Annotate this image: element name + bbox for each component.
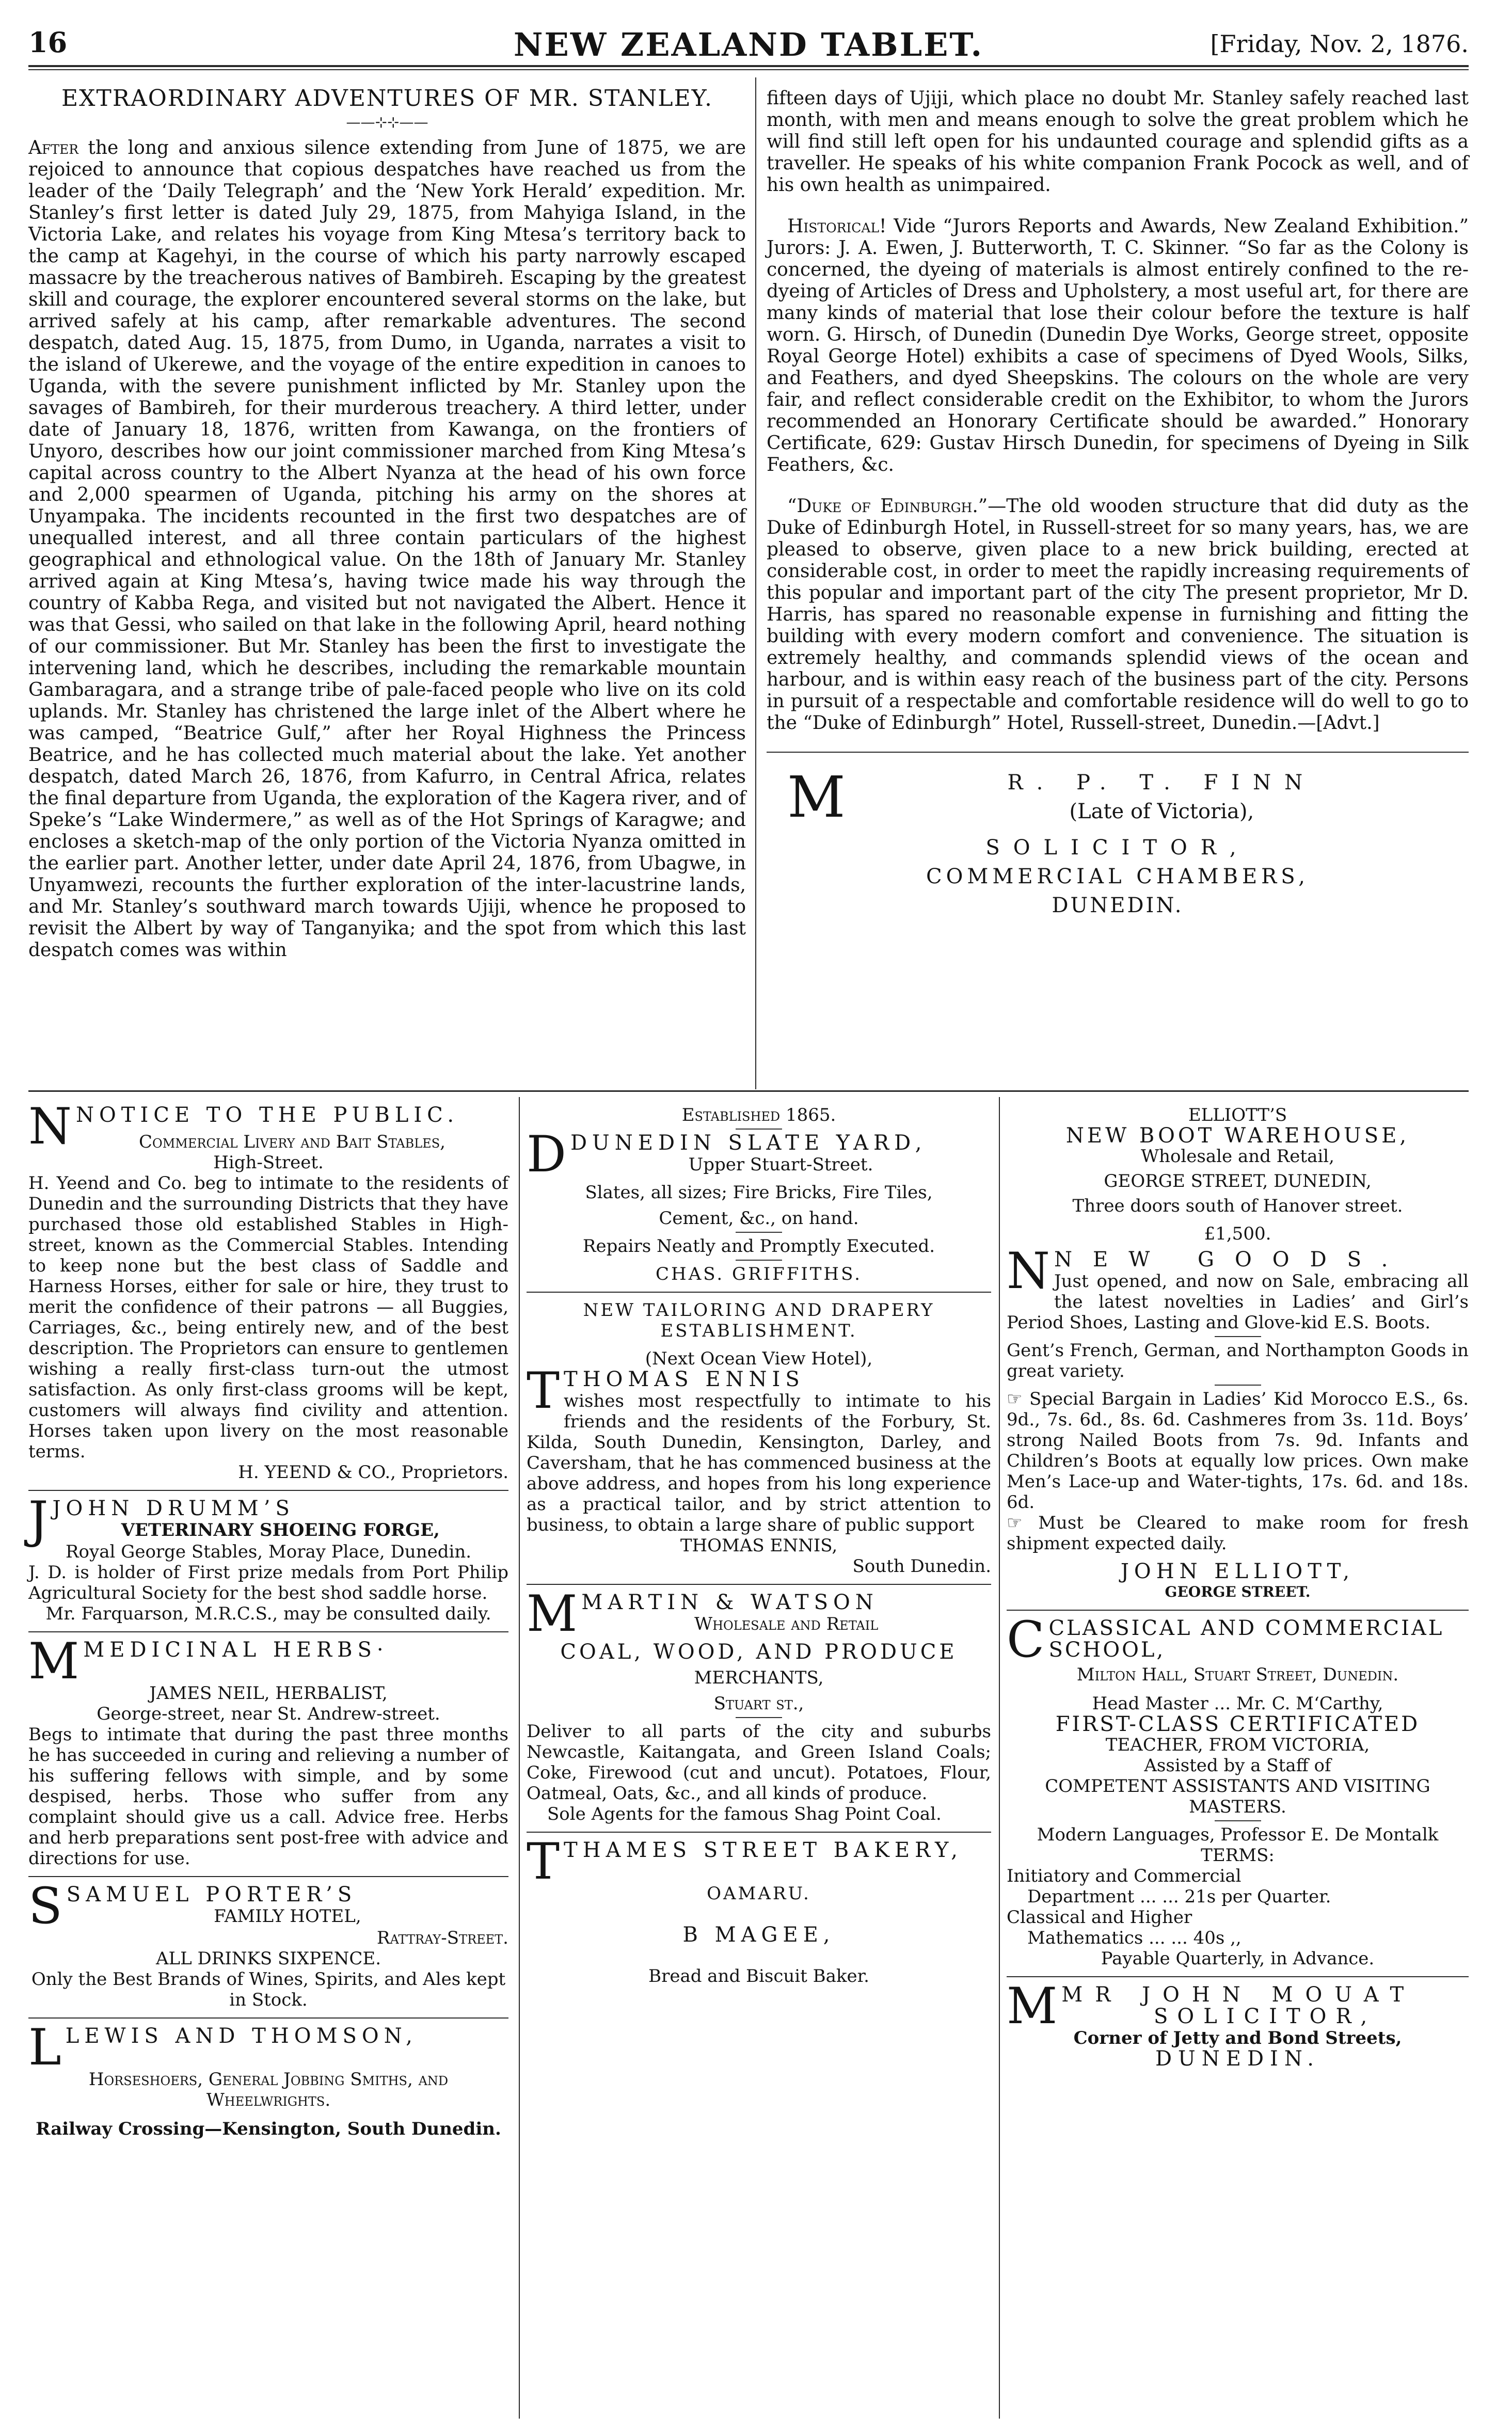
porter-line1: ALL DRINKS SIXPENCE. [155, 1948, 381, 1969]
school-advert [1007, 1611, 1469, 1969]
notice-sign: H. YEEND & CO., Proprietors. [238, 1462, 508, 1483]
ads-column-1 [28, 1098, 508, 2139]
school-teacher: TEACHER, FROM VICTORIA, [1105, 1735, 1370, 1755]
header-rule-thin [28, 69, 1469, 70]
notice-initial: N [28, 1098, 72, 1155]
notice-advert [28, 1098, 508, 1483]
mouat-addr: Corner of Jetty and Bond Streets, [1073, 2028, 1402, 2048]
ads-column-3 [1007, 1105, 1469, 2069]
slate-addr: Upper Stuart-Street. [688, 1154, 873, 1175]
notice-title: NOTICE TO THE PUBLIC. [76, 1103, 459, 1127]
elliott-sign2: GEORGE STREET. [1165, 1583, 1311, 1600]
stanley-lead: After [28, 137, 79, 158]
slate-l3: Repairs Neatly and Promptly Executed. [582, 1236, 935, 1257]
tailoring-sign2: South Dunedin. [852, 1556, 991, 1577]
elliott-advert [1007, 1105, 1469, 1602]
ornament-divider: ——⊹⊹—— [346, 114, 428, 131]
tailoring-sign: THOMAS ENNIS, [680, 1535, 838, 1556]
duke-lead: “Duke of Edinburgh.” [787, 496, 988, 517]
issue-date: [Friday, Nov. 2, 1876. [1210, 30, 1469, 58]
martin-agents: Sole Agents for the famous Shag Point Coal. [547, 1804, 942, 1824]
school-terms: TERMS: [1201, 1845, 1275, 1866]
porter-street: Rattray-Street. [376, 1928, 508, 1948]
martin-street: Stuart st., [713, 1693, 804, 1714]
finn-rule [767, 752, 1469, 753]
thames-town: OAMARU. [707, 1883, 811, 1904]
martin-title: MARTIN & WATSON [581, 1591, 879, 1614]
school-cert: FIRST-CLASS CERTIFICATED [1055, 1712, 1420, 1736]
elliott-p1: Just opened, and now on Sale, embracing all the latest novelties in Ladies’ and Girl’s Period Shoes, Lasting and Glove-kid E.S. Boots. [1007, 1271, 1469, 1333]
school-title: CLASSICAL AND COMMERCIAL SCHOOL, [1048, 1616, 1444, 1662]
slate-sign: CHAS. GRIFFITHS. [656, 1264, 862, 1284]
mouat-role: SOLICITOR, [1154, 2005, 1377, 2028]
porter-initial: S [28, 1877, 62, 1935]
elliott-title: ELLIOTT’S [1188, 1105, 1287, 1125]
herbs-initial: M [28, 1632, 79, 1690]
notice-sub: Commercial Livery and Bait Stables, [139, 1132, 445, 1152]
elliott-sign: JOHN ELLIOTT, [1120, 1560, 1355, 1583]
duke-body: —The old wooden structure that did duty as the Duke of Edinburgh Hotel, in Russell-street for so many years, has, we are pleased to observe, given place to a new brick building, erected at considerable cost, in order to meet the rapidly increasing requirements of this popular and important part of the city The present proprietor, Mr D. Harris, has spared no reasonable expense in furnishing and fitting the building with every modern comfort and convenience. The situation is extremely healthy, and commands splendid views of the ocean and harbour, and is within easy reach of the business part of the city. Persons in pursuit of a respectable and comfortable residence will do well to go to the “Duke of Edinburgh” Hotel, Russell-street, Dunedin.—[Advt.] [767, 496, 1469, 734]
finn-initial: M [787, 764, 846, 830]
mouat-initial: M [1007, 1977, 1058, 2035]
slate-est: Established 1865. [681, 1105, 836, 1125]
historical-item [767, 216, 1469, 476]
finn-name: R. P. T. FINN [1007, 771, 1316, 795]
herbs-addr: George-street, near St. Andrew-street. [97, 1704, 440, 1724]
pointing-hand-icon: ☞ [1007, 1389, 1023, 1409]
elliott-street: GEORGE STREET, DUNEDIN, [1104, 1171, 1372, 1191]
porter-line2: Only the Best Brands of Wines, Spirits, and Ales kept in Stock. [31, 1969, 506, 2010]
mouat-title: MR JOHN MOUAT [1061, 1983, 1416, 2007]
tailoring-body: wishes most respectfully to intimate to his friends and the residents of the Forbury, St. Kilda, South Dunedin, Kensington, Darley, and Caversham, that he has commenced business at the above address, and hopes from his long experience as a practical tailor, and by strict attention to business, to obtain a large share of public support [527, 1391, 991, 1535]
elliott-p4 [1007, 1513, 1469, 1554]
school-initial: C [1007, 1611, 1045, 1669]
finn-role: SOLICITOR, [985, 836, 1250, 860]
elliott-p3-text: Special Bargain in Ladies’ Kid Morocco E.S., 6s. 9d., 7s. 6d., 8s. 6d. Cashmeres from 3s. 11d. Boys’ strong Nailed Boots from 7s. 9d. Infants and Children’s Boots at equally low prices. Own make Men’s Lace-up and Water-tights, 17s. 6d. and 18s. 6d. [1007, 1389, 1469, 1513]
drumm-advert [28, 1491, 508, 1624]
martin-advert [527, 1585, 991, 1824]
elliott-sub2: Wholesale and Retail, [1141, 1146, 1334, 1167]
page-number: 16 [28, 26, 68, 59]
mouat-city: DUNEDIN. [1155, 2047, 1320, 2071]
right-column [767, 88, 1469, 920]
herbs-advert [28, 1632, 508, 1869]
ad-rule [28, 1490, 508, 1491]
drumm-body: J. D. is holder of First prize medals from Port Philip Agricultural Society for the best shod saddle horse. [28, 1562, 508, 1603]
martin-initial: M [527, 1585, 578, 1643]
school-t1b: Department ... ... 21s per Quarter. [1027, 1886, 1331, 1907]
herbs-title: MEDICINAL HERBS· [83, 1638, 389, 1662]
drumm-note: Mr. Farquarson, M.R.C.S., may be consulted daily. [45, 1603, 491, 1624]
tailoring-sub: (Next Ocean View Hotel), [645, 1348, 873, 1369]
lewis-initial: L [28, 2019, 61, 2076]
ad-rule [527, 1832, 991, 1833]
tailoring-title: NEW TAILORING AND DRAPERY ESTABLISHMENT. [583, 1300, 935, 1341]
header-rule [28, 65, 1469, 67]
slate-advert [527, 1105, 991, 1284]
thames-initial: T [527, 1833, 560, 1890]
elliott-sub: NEW BOOT WAREHOUSE, [1065, 1124, 1410, 1148]
school-lang: Modern Languages, Professor E. De Montalk [1037, 1824, 1439, 1845]
elliott-p2: Gent’s French, German, and Northampton Goods in great variety. [1007, 1340, 1469, 1381]
historical-body: Vide “Jurors Reports and Awards, New Zealand Exhibition.” Jurors: J. A. Ewen, J. Butterworth, T. C. Skinner. “So far as the Colony is concerned, the dyeing of materials is almost entirely confined to the re-dyeing of Articles of Dress and Upholstery, a most useful art, for there are many kinds of material that lose their colour before the texture is half worn. G. Hirsch, of Dunedin (Dunedin Dye Works, George street, opposite Royal George Hotel) exhibits a case of specimens of Dyed Wools, Silks, and Feathers, and dyed Sheepskins. The colours on the whole are very fair, and reflect considerable credit on the Exhibitor, to whom the Jurors recommended an Honorary Certificate should be awarded.” Honorary Certificate, 629: Gustav Hirsch Dunedin, for specimens of Dyeing in Silk Feathers, &c. [767, 216, 1469, 475]
lewis-title: LEWIS AND THOMSON, [65, 2024, 418, 2048]
porter-sub: FAMILY HOTEL, [214, 1906, 361, 1927]
elliott-price: £1,500. [1204, 1224, 1271, 1244]
school-t2: Classical and Higher [1007, 1907, 1192, 1928]
stanley-article [28, 85, 746, 961]
ads-column-2 [527, 1105, 991, 1987]
porter-title: SAMUEL PORTER’S [66, 1883, 357, 1906]
ad-rule [1007, 1976, 1469, 1977]
ads-col-rule-2 [999, 1097, 1000, 2419]
tailoring-initial: T [527, 1362, 560, 1420]
school-assist: Assisted by a Staff of [1144, 1755, 1331, 1776]
tailoring-name: THOMAS ENNIS [564, 1368, 805, 1391]
ad-rule [1007, 1610, 1469, 1611]
ad-rule [28, 2017, 508, 2019]
elliott-goods: NEW GOODS. [1054, 1248, 1409, 1272]
ad-rule [28, 1631, 508, 1632]
lewis-sub: Horseshoers, General Jobbing Smiths, and Wheelwrights. [88, 2069, 449, 2110]
porter-advert [28, 1877, 508, 2010]
ad-rule [527, 1292, 991, 1293]
thames-advert [527, 1833, 991, 1987]
slate-l1: Slates, all sizes; Fire Bricks, Fire Tiles, [585, 1182, 933, 1203]
drumm-initial: J [28, 1491, 49, 1549]
herbs-name: JAMES NEIL, HERBALIST, [149, 1683, 388, 1704]
stanley-continuation: fifteen days of Ujiji, which place no doubt Mr. Stanley safely reached last month, with men and means enough to solve the great problem which he will find still left open for his undaunted courage and splendid gifts as a traveller. He speaks of his white companion Frank Pocock as well, and of his own health as unimpaired. [767, 88, 1469, 196]
finn-sub: (Late of Victoria), [1069, 800, 1254, 823]
herbs-body: Begs to intimate that during the past three months he has succeeded in curing and relieving a number of his suffering fellows with simple, and by some despised, herbs. Those who suffer from any complaint should give us a call. Advice free. Herbs and herb preparations sent post-free with advice and directions for use. [28, 1724, 508, 1869]
elliott-p4-text: Must be Cleared to make room for fresh shipment expected daily. [1007, 1513, 1469, 1554]
duke-item [767, 496, 1469, 734]
mouat-advert [1007, 1977, 1469, 2071]
notice-street: High-Street. [213, 1152, 324, 1173]
drumm-addr: Royal George Stables, Moray Place, Dunedin. [65, 1542, 472, 1562]
school-head: Head Master ... Mr. C. M‘Carthy, [1092, 1693, 1383, 1714]
elliott-p3 [1007, 1389, 1469, 1513]
finn-city: DUNEDIN. [1052, 894, 1184, 917]
thames-trade: Bread and Biscuit Baker. [648, 1966, 869, 1987]
school-comp: COMPETENT ASSISTANTS AND VISITING MASTERS. [1045, 1776, 1430, 1817]
finn-address: COMMERCIAL CHAMBERS, [926, 865, 1309, 888]
ads-col-rule-1 [519, 1097, 520, 2419]
thames-name: B MAGEE, [682, 1923, 835, 1947]
ad-rule [28, 1876, 508, 1877]
drumm-title: JOHN DRUMM’S [52, 1497, 295, 1520]
stanley-headline: EXTRAORDINARY ADVENTURES OF MR. STANLEY. [61, 85, 713, 112]
stanley-paragraph [28, 137, 746, 961]
tailoring-advert [527, 1300, 991, 1577]
column-rule-top [755, 77, 756, 1089]
school-pay: Payable Quarterly, in Advance. [1101, 1948, 1375, 1969]
school-t2b: Mathematics ... ... 40s ,, [1027, 1928, 1242, 1948]
historical-lead: Historical! [787, 216, 887, 237]
notice-body: H. Yeend and Co. beg to intimate to the residents of Dunedin and the surrounding Districts that they have purchased those old established Stables in High-street, known as the Commercial Stables. Intending to keep none but the best class of Saddle and Harness Horses, either for sale or hire, they trust to merit the confidence of their patrons — all Buggies, Carriages, &c., being entirely new, and of the best description. The Proprietors can ensure to gentlemen wishing a really first-class turn-out the utmost satisfaction. As only first-class grooms will be kept, customers will always find civility and attention. Horses taken upon livery on the most reasonable terms. [28, 1173, 508, 1462]
martin-line: COAL, WOOD, AND PRODUCE [560, 1640, 958, 1664]
slate-initial: D [527, 1125, 566, 1183]
slate-l2: Cement, &c., on hand. [659, 1208, 859, 1229]
school-addr: Milton Hall, Stuart Street, Dunedin. [1076, 1664, 1399, 1685]
thames-title: THAMES STREET BAKERY, [564, 1838, 963, 1862]
elliott-goods-initial: N [1007, 1242, 1050, 1300]
lewis-addr: Railway Crossing—Kensington, South Dunedin. [36, 2119, 501, 2139]
drumm-sub: VETERINARY SHOEING FORGE, [121, 1520, 440, 1540]
school-t1: Initiatory and Commercial [1007, 1866, 1242, 1886]
stanley-body: the long and anxious silence extending from June of 1875, we are rejoiced to announce that copious despatches have reached us from the leader of the ‘Daily Telegraph’ and the ‘New York Herald’ expedition. Mr. Stanley’s first letter is dated July 29, 1875, from Mahyiga Island, in the Victoria Lake, and relates his voyage from King Mtesa’s territory back to the camp at Kagehyi, in the course of which his party narrowly escaped massacre by the treacherous natives of Bambireh. Escaping by the greatest skill and courage, the explorer encountered several storms on the lake, but arrived safely at his camp, after remarkable adventures. The second despatch, dated Aug. 15, 1875, from Dumo, in Uganda, narrates a visit to the island of Ukerewe, and the voyage of the entire expedition in canoes to Uganda, with the severe punishment inflicted by Mr. Stanley upon the savages of Bambireh, for their murderous treachery. A third letter, under date of January 18, 1876, written from Kawanga, on the frontiers of Unyoro, describes how our joint commissioner marched from King Mtesa’s capital across country to the Albert Nyanza at the head of his own force and 2,000 spearmen of Uganda, pitching his army on the shores at Unyampaka. The incidents recounted in the first two despatches are of unequalled interest, and all three contain particulars of the highest geographical and ethnological value. On the 18th of January Mr. Stanley arrived again at King Mtesa’s, having twice made his way through the country of Kabba Rega, and visited but not navigated the Albert. Hence it was that Gessi, who sailed on that lake in the following April, heard nothing of our commissioner. But Mr. Stanley has been the first to investigate the intervening land, which he describes, including the remarkable mountain Gambaragara, and a strange tribe of pale-faced people who live on its cold uplands. Mr. Stanley has christened the large inlet of the Albert where he was camped, “Beatrice Gulf,” after her Royal Highness the Princess Beatrice, and he has collected much material about the lake. Yet another despatch, dated March 26, 1876, from Kafurro, in Central Africa, relates the final departure from Uganda, the exploration of the Kagera river, and of Speke’s “Lake Windermere,” as well as of the Hot Springs of Karagwe; and encloses a sketch-map of the only portion of the Victoria Nyanza omitted in the earlier part. Another letter, under date April 24, 1876, from Ubagwe, in Unyamwezi, recounts the further exploration of the inter-lacustrine lands, and Mr. Stanley’s southward march towards Ujiji, whence he proposed to revisit the Albert by way of Tanganyika; and the spot from which this last despatch comes was within [28, 137, 746, 961]
finn-advert [767, 764, 1469, 920]
martin-merch: MERCHANTS, [694, 1667, 824, 1688]
slate-title: DUNEDIN SLATE YARD, [570, 1131, 927, 1155]
martin-body: Deliver to all parts of the city and suburbs Newcastle, Kaitangata, and Green Island Coals; Coke, Firewood (cut and uncut). Potatoes, Flour, Oatmeal, Oats, &c., and all kinds of produce. [527, 1721, 991, 1804]
ad-rule [527, 1584, 991, 1585]
martin-sub: Wholesale and Retail [694, 1614, 879, 1634]
ads-rule [28, 1090, 1469, 1092]
newspaper-title: NEW ZEALAND TABLET. [513, 26, 984, 63]
masthead [28, 26, 1469, 62]
pointing-hand-icon: ☞ [1007, 1513, 1023, 1533]
lewis-advert [28, 2019, 508, 2139]
elliott-loc: Three doors south of Hanover street. [1072, 1196, 1403, 1216]
